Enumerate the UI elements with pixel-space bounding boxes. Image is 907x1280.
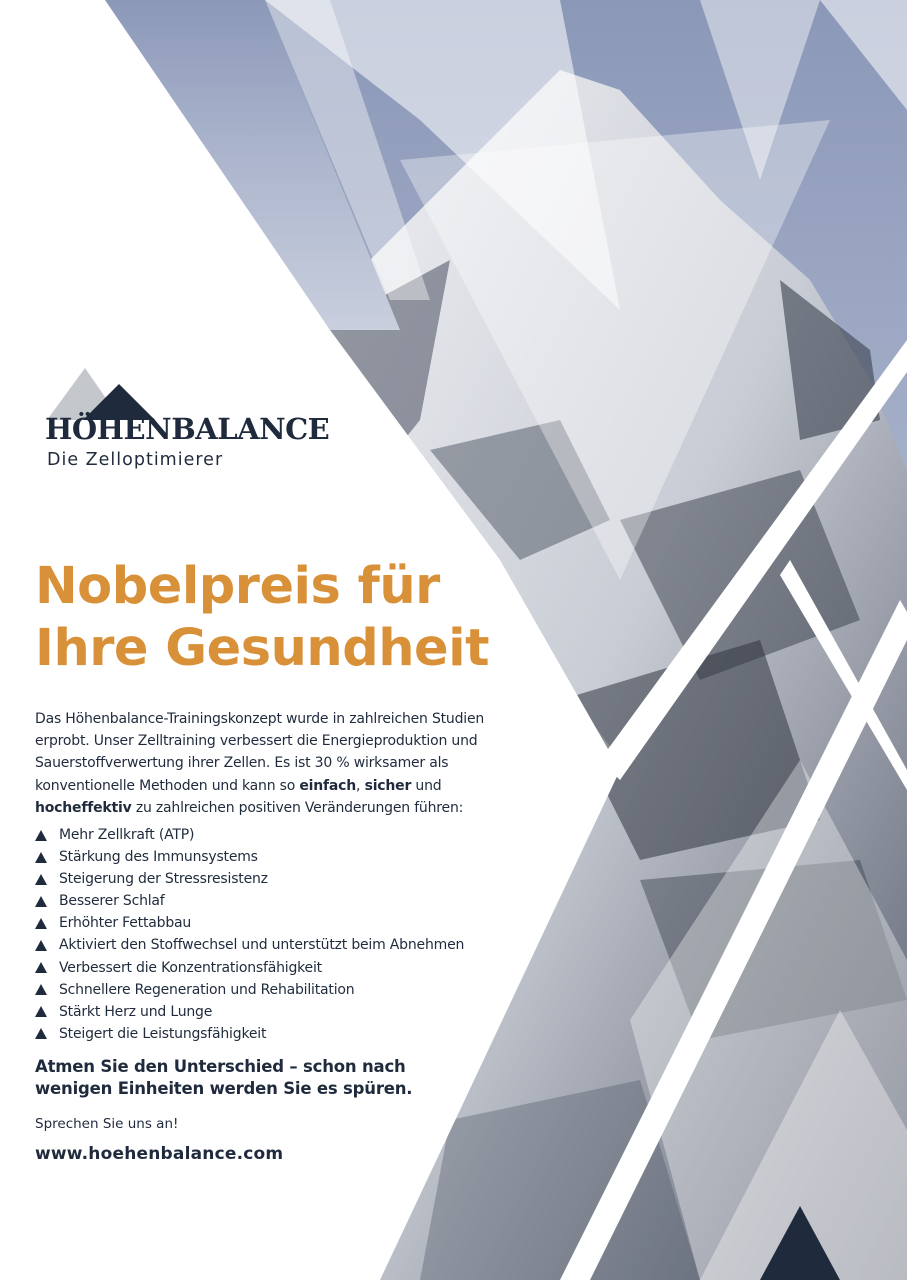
headline <box>35 556 555 680</box>
list-item <box>35 979 464 1001</box>
intro-sep-1: , <box>356 777 365 794</box>
triangle-bullet-icon <box>35 918 47 929</box>
triangle-bullet-icon <box>35 940 47 951</box>
website-link[interactable]: www.hoehenbalance.com <box>35 1144 284 1164</box>
benefits-list <box>35 824 464 1045</box>
benefit-label: Steigerung der Stressresistenz <box>59 871 268 888</box>
contact-prompt: Sprechen Sie uns an! <box>35 1116 179 1132</box>
triangle-bullet-icon <box>35 1006 47 1017</box>
intro-text-1: Das Höhenbalance-Trainingskonzept wurde in zahlreichen Studien erprobt. Unser Zelltraining verbessert die Energieproduktion und Sauerstoffverwertung ihrer Zellen. Es ist 30 % wirksamer als konventionelle Methoden und kann so <box>35 711 485 794</box>
benefit-label: Schnellere Regeneration und Rehabilitation <box>59 981 355 998</box>
brand-name-part1: HÖHEN <box>45 412 172 446</box>
list-item <box>35 890 464 912</box>
headline-line1: Nobelpreis für <box>35 557 440 616</box>
list-item <box>35 824 464 846</box>
triangle-bullet-icon <box>35 962 47 973</box>
list-item <box>35 846 464 868</box>
triangle-bullet-icon <box>35 896 47 907</box>
benefit-label: Erhöhter Fettabbau <box>59 915 192 932</box>
benefit-label: Aktiviert den Stoffwechsel und unterstützt beim Abnehmen <box>59 937 465 954</box>
list-item <box>35 934 464 956</box>
list-item <box>35 1023 464 1045</box>
list-item <box>35 912 464 934</box>
intro-bold-hocheffektiv: hocheffektiv <box>35 799 132 816</box>
triangle-bullet-icon <box>35 1028 47 1039</box>
benefit-label: Stärkung des Immunsystems <box>59 849 258 866</box>
triangle-bullet-icon <box>35 830 47 841</box>
benefit-label: Mehr Zellkraft (ATP) <box>59 827 195 843</box>
benefit-label: Stärkt Herz und Lunge <box>59 1003 213 1020</box>
benefit-label: Verbessert die Konzentrationsfähigkeit <box>59 959 322 976</box>
benefit-label: Steigert die Leistungsfähigkeit <box>59 1025 267 1042</box>
brand-logo <box>45 366 345 476</box>
benefit-label: Besserer Schlaf <box>59 893 165 910</box>
list-item <box>35 1001 464 1023</box>
brand-name <box>45 412 329 446</box>
intro-sep-2: und <box>411 777 442 794</box>
call-to-action: Atmen Sie den Unterschied – schon nach wenigen Einheiten werden Sie es spüren. <box>35 1057 413 1098</box>
intro-text-2: zu zahlreichen positiven Veränderungen führen: <box>131 799 464 816</box>
triangle-bullet-icon <box>35 852 47 863</box>
brand-name-part2: BALANCE <box>171 412 330 446</box>
triangle-bullet-icon <box>35 984 47 995</box>
headline-line2: Ihre Gesundheit <box>35 619 489 678</box>
list-item <box>35 957 464 979</box>
intro-bold-einfach: einfach <box>299 777 357 794</box>
intro-paragraph <box>35 708 535 819</box>
triangle-bullet-icon <box>35 874 47 885</box>
intro-bold-sicher: sicher <box>364 777 412 794</box>
brand-tagline: Die Zelloptimierer <box>47 450 224 470</box>
list-item <box>35 868 464 890</box>
